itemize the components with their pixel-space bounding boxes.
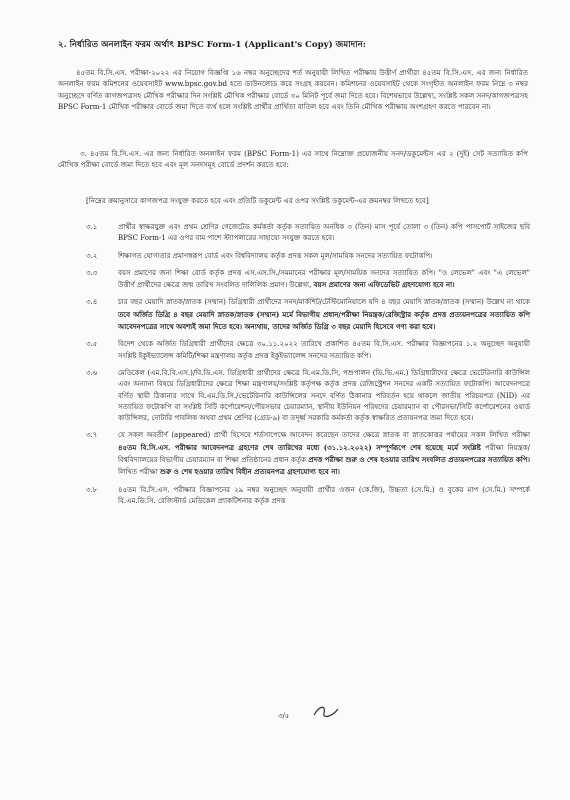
item-text: বিদেশ থেকে অর্জিত ডিগ্রিধারী প্রার্থীদের ক্ষেত্রে ৩০.১১.২০২২ তারিখে প্রকাশিত ৪৫তম বি.সি.এস. পরীক্ষার বিজ্ঞাপনের ১.২ অনুচ্ছেদ অনুযায়ী সংশ্লিষ্ট ইকুইভ্যালেন্স কমিটি/শিক্ষা মন্ত্রণালয় কর্তৃক প্রদত্ত ইকুইভ্যালেন্স সনদের সত্যায়িত কপি। bbox=[118, 340, 530, 360]
list-item bbox=[86, 268, 530, 292]
list-item bbox=[86, 339, 530, 362]
item-text: চার বছর মেয়াদি স্নাতক/স্নাতক (সম্মান) ডিগ্রিধারী প্রার্থীদের সনদ/মার্কশিট/টেস্টিমোনিয়ালে যদি ৪ বছর মেয়াদি স্নাতক/স্নাতক (সম্মান) উল্লেখ না থাকে তবে অর্জিত ডিগ্রি ৪ বছর মেয়াদি স্নাতক/স্নাতক (সম্মান) মর্মে বিভাগীয় প্রধান/পরীক্ষা নিয়ন্ত্রক/রেজিস্ট্রার কর্তৃক প্রদত্ত প্রত্যয়নপত্রের সত্যায়িত কপি আবেদনপত্রের সাথে অবশ্যই জমা দিতে হবে। অন্যথায়, তাদের অর্জিত ডিগ্রি ৩ বছর মেয়াদি হিসেবে গণ্য করা হবে। bbox=[118, 298, 530, 332]
item-text: শিক্ষাগত যোগ্যতার প্রমাণস্বরূপ বোর্ড এবং বিশ্ববিদ্যালয় কর্তৃক প্রদত্ত সকল মূল/সাময়িক সনদের সত্যায়িত ফটোকপি। bbox=[118, 251, 433, 260]
list-item bbox=[86, 485, 530, 508]
section-heading: ২. নির্ধারিত অনলাইন ফরম অর্থাৎ BPSC Form-1 (Applicant's Copy) জমাদান: bbox=[58, 40, 366, 50]
document-list bbox=[86, 222, 530, 513]
item-text: মেডিকেল (এম.বি.বি.এস.)/বি.ডি.এস. ডিগ্রিধারী প্রার্থীদের ক্ষেত্রে বি.এম.ডি.সি, পশুপালন (ডি.ভি.এম.) ডিগ্রিধারীদের ক্ষেত্রে ভেটেরিনারি কাউন্সিল এবং অন্যান্য বিষয়ে ডিগ্রিধারীদের ক্ষেত্রে শিক্ষা মন্ত্রণালয়/সংশ্লিষ্ট কর্তৃপক্ষ কর্তৃক প্রদত্ত রেজিস্ট্রেশন সনদের একটি সত্যায়িত ফটোকপি। আবেদনপত্রে বর্ণিত স্থায়ী ঠিকানার সাথে বি.এম.ডি.সি./ভেটেরিনারি কাউন্সিলের সনদে বর্ণিত ঠিকানার পরিবর্তন হয়ে থাকলে জাতীয় পরিচয়পত্র (NID) এর সত্যায়িত ফটোকপি বা সংশ্লিষ্ট সিটি কর্পোরেশন/পৌরসভার চেয়ারম্যান, স্থানীয় ইউনিয়ন পরিষদের চেয়ারম্যান বা পৌরসভা/সিটি কর্পোরেশনের ওয়ার্ড কাউন্সিলর, নোটারি পাবলিক অথবা প্রথম শ্রেণির (গ্রেড-৯) বা তদূর্ধ্ব সরকারি কর্মকর্তা কর্তৃক স্বাক্ষরিত প্রত্যয়নপত্র জমা দিতে হবে। bbox=[118, 368, 530, 423]
item-text: যে সকল অবতীর্ণ (appeared) প্রার্থী হিসেবে শর্তসাপেক্ষে আবেদন করেছেন তাদের ক্ষেত্রে স্নাতক বা স্নাতকোত্তর পর্যায়ের সকল লিখিত পরীক্ষা ৪৫তম বি.সি.এস. পরীক্ষার আবেদনপত্র গ্রহণের শেষ তারিখের মধ্যে (৩১.১২.২০২২) সম্পূর্ণরূপে শেষ হয়েছে মর্মে সংশ্লিষ্ট পরীক্ষা নিয়ন্ত্রক/বিশ্ববিদ্যালয়ের বিভাগীয় চেয়ারম্যান বা শিক্ষা প্রতিষ্ঠানের প্রধান কর্তৃক প্রদত্ত পরীক্ষা শুরু ও শেষ হওয়ার তারিখ সংবলিত প্রত্যয়নপত্রের সত্যায়িত কপি। লিখিত পরীক্ষা শুরু ও শেষ হওয়ার তারিখ বিহীন প্রত্যয়নপত্র গ্রহণযোগ্য হবে না। bbox=[118, 431, 531, 477]
item-number: ৩.৬ bbox=[86, 368, 98, 377]
item-number: ৩.২ bbox=[86, 251, 98, 260]
item-number: ৩.৩ bbox=[86, 268, 98, 277]
list-item bbox=[86, 430, 530, 478]
paragraph-online-form: ৪৫তম বি.সি.এস. পরীক্ষা-২০২২ এর নিয়োগ বিজ্ঞপ্তি ১৬ নম্বর অনুচ্ছেদের শর্ত অনুযায়ী লিখিত পরীক্ষায় উত্তীর্ণ প্রার্থীরা ৪৫তম বি.সি.এস. এর জন্য নির্ধারিত অনলাইন ফরম কমিশনের ওয়েবসাইট www.bpsc.gov.bd হতে ডাউনলোড করে সংগ্রহ করবেন। কমিশনের ওয়েবসাইট থেকে সংগৃহীত অনলাইন ফরম নিম্নে ৩ নম্বর অনুচ্ছেদে বর্ণিত কাগজপত্রসহ মৌখিক পরীক্ষার দিন সংশ্লিষ্ট মৌখিক পরীক্ষার বোর্ডে ৩০ মিনিট পূর্বে জমা দিতে হবে। বিশেষভাবে উল্লেখ্য, সংশ্লিষ্ট সকল সনদ/কাগজপত্রসহ BPSC Form-1 মৌখিক পরীক্ষার বোর্ডে জমা দিতে ব্যর্থ হলে সংশ্লিষ্ট প্রার্থীর প্রার্থিতা বাতিল হবে এবং তিনি মৌখিক পরীক্ষায় অংশগ্রহণ করতে পারবেন না। bbox=[58, 68, 528, 111]
item-number: ৩.৭ bbox=[86, 431, 98, 440]
list-item bbox=[86, 251, 530, 262]
item-text: প্রার্থীর স্বাক্ষরযুক্ত এবং প্রথম শ্রেণির গেজেটেড কর্মকর্তা কর্তৃক সত্যায়িত অনধিক ৩ (তিন) মাস পূর্বে তোলা ৩ (তিন) কপি পাসপোর্ট সাইজের ছবি BPSC Form-1 এর ওপর বাম পাশে স্ট্যাপলারের সাহায্যে সংযুক্ত করতে হবে। bbox=[118, 223, 530, 243]
item-number: ৩.১ bbox=[86, 223, 98, 231]
item-number: ৩.৫ bbox=[86, 340, 98, 349]
signature-initial-icon bbox=[312, 703, 342, 721]
item-text: ৪৫তম বি.সি.এস. পরীক্ষার বিজ্ঞাপনের ২৯ নম্বর অনুচ্ছেদ অনুযায়ী প্রার্থীর ওজন (কে.জি), উচ্চতা (সে.মি.) ও বুকের মাপ (সে.মি.) সম্পর্কে বি.এম.ডি.সি. রেজিস্টার্ড মেডিকেল প্র্যাকটিশনার কর্তৃক প্রদত্ত bbox=[118, 485, 530, 505]
ordering-note: [নিম্নের ক্রমানুসারে কাগজপত্র সংযুক্ত করতে হবে এবং প্রতিটি ডকুমেন্ট এর ওপর সংশ্লিষ্ট ডকুমেন্ট-এর ক্রমনম্বর লিখতে হবে] bbox=[86, 196, 429, 205]
paragraph-documents-intro: ৩. ৪৫তম বি.সি.এস. এর জন্য নির্ধারিত অনলাইন ফরম (BPSC Form-1) এর সাথে নিম্নোক্ত প্রয়োজনীয় সনদ/ডকুমেন্টস এর ২ (দুই) সেট সত্যায়িত কপি মৌখিক পরীক্ষা বোর্ডে জমা দিতে হবে এবং মূল সনদসমূহ বোর্ডে প্রদর্শন করতে হবে: bbox=[58, 149, 528, 170]
list-item bbox=[86, 222, 530, 245]
list-item bbox=[86, 368, 530, 424]
list-item bbox=[86, 297, 530, 333]
item-number: ৩.৪ bbox=[86, 298, 98, 307]
item-text: বয়স প্রমাণের জন্য শিক্ষা বোর্ড কর্তৃক প্রদত্ত এস.এস.সি./সমমানের পরীক্ষার মূল/সাময়িক সনদের সত্যায়িত কপি। "ও লেভেল" এবং "এ লেভেল" উত্তীর্ণ প্রার্থীদের ক্ষেত্রে জন্ম তারিখ সংবলিত দালিলিক প্রমাণ। উল্লেখ্য, বয়স প্রমাণের জন্য এফিডেভিট গ্রহণযোগ্য হবে না। bbox=[118, 268, 530, 290]
item-number: ৩.৮ bbox=[86, 485, 98, 494]
page-number: ৩/৫ bbox=[278, 712, 290, 720]
